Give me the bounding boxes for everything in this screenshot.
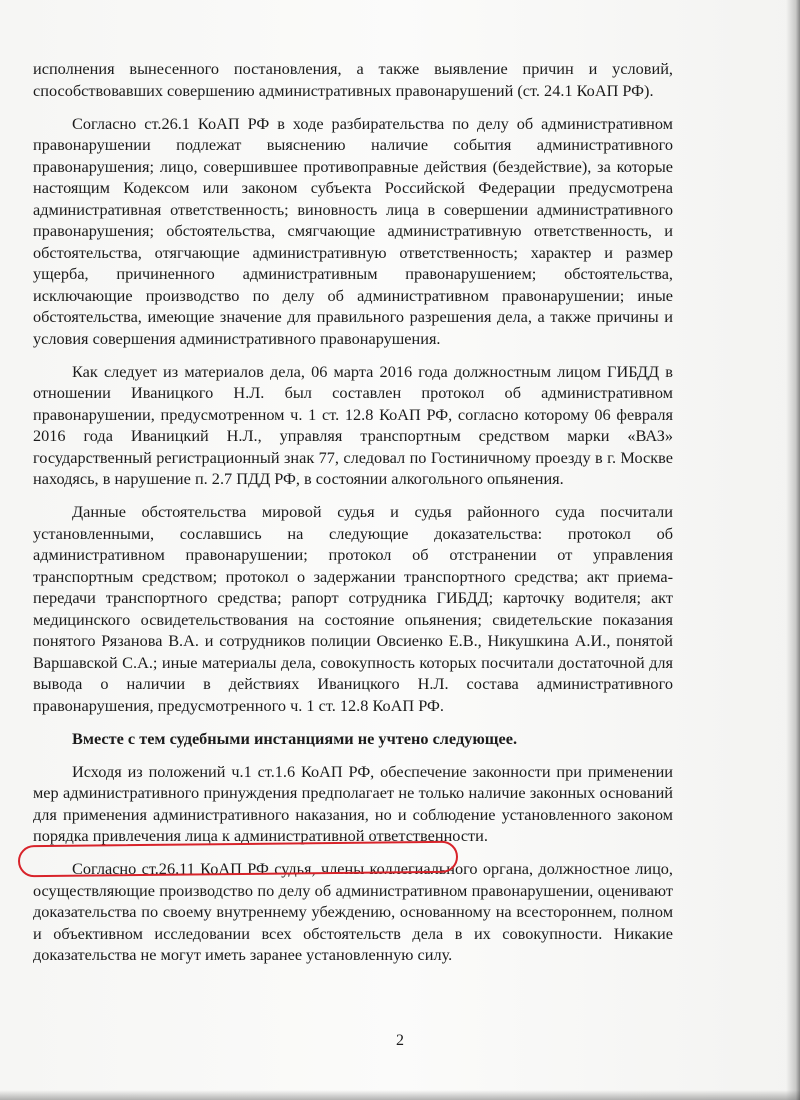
page-number: 2 xyxy=(396,1032,404,1049)
paragraph-5: Вместе с тем судебными инстанциями не учтено следующее. xyxy=(72,728,518,748)
paragraph-4: Данные обстоятельства мировой судья и судья районного суда посчитали установленными, сославшись на следующие доказательства: протокол об административном правонарушении; протокол об отстранении от управления транспортным средством; протокол о задержании транспортного средства; акт приема-передачи транспортного средства; рапорт сотрудника ГИБДД; карточку водителя; акт медицинского освидетельствования на состояние опьянения; свидетельские показания понятого Рязанова В.А. и сотрудников полиции Овсиенко Е.В., Никушкина А.И., понятой Варшавской С.А.; иные материалы дела, совокупность которых посчитали достаточной для вывода о наличии в действиях Иваницкого Н.Л. состава административного правонарушения, предусмотренного ч. 1 ст. 12.8 КоАП РФ. xyxy=(33,502,673,715)
paragraph-7: Согласно ст.26.11 КоАП РФ судья, члены коллегиального органа, должностное лицо, осуществляющие производство по делу об административном правонарушении, оценивают доказательства по своему внутреннему убеждению, основанному на всестороннем, полном и объективном исследовании всех обстоятельств дела в их совокупности. Никакие доказательства не могут иметь заранее установленную силу. xyxy=(33,859,673,964)
paragraph-6: Исходя из положений ч.1 ст.1.6 КоАП РФ, обеспечение законности при применении мер административного принуждения предполагает не только наличие законных оснований для применения административного наказания, но и соблюдение установленного законом порядка привлечения лица к административной ответственности. xyxy=(33,761,673,845)
paragraph-1: исполнения вынесенного постановления, а также выявление причин и условий, способствовавших совершению административных правонарушений (ст. 24.1 КоАП РФ). xyxy=(33,59,673,100)
document-body xyxy=(33,58,673,977)
red-highlight-ellipse xyxy=(18,841,458,878)
paragraph-3: Как следует из материалов дела, 06 марта 2016 года должностным лицом ГИБДД в отношении Иваницкого Н.Л. был составлен протокол об административном правонарушении, предусмотренном ч. 1 ст. 12.8 КоАП РФ, согласно которому 06 февраля 2016 года Иваницкий Н.Л., управляя транспортным средством марки «ВАЗ» государственный регистрационный знак 77, следовал по Гостиничному проезду в г. Москве находясь, в нарушение п. 2.7 ПДД РФ, в состоянии алкогольного опьянения. xyxy=(33,361,673,488)
paragraph-2: Согласно ст.26.1 КоАП РФ в ходе разбирательства по делу об административном правонарушении подлежат выяснению наличие события административного правонарушения; лицо, совершившее противоправные действия (бездействие), за которые настоящим Кодексом или законом субъекта Российской Федерации предусмотрена административная ответственность; виновность лица в совершении административного правонарушения; обстоятельства, смягчающие административную ответственность, и обстоятельства, отягчающие административную ответственность; характер и размер ущерба, причиненного административным правонарушением; обстоятельства, исключающие производство по делу об административном правонарушении; иные обстоятельства, имеющие значение для правильного разрешения дела, а также причины и условия совершения административного правонарушения. xyxy=(33,113,673,348)
